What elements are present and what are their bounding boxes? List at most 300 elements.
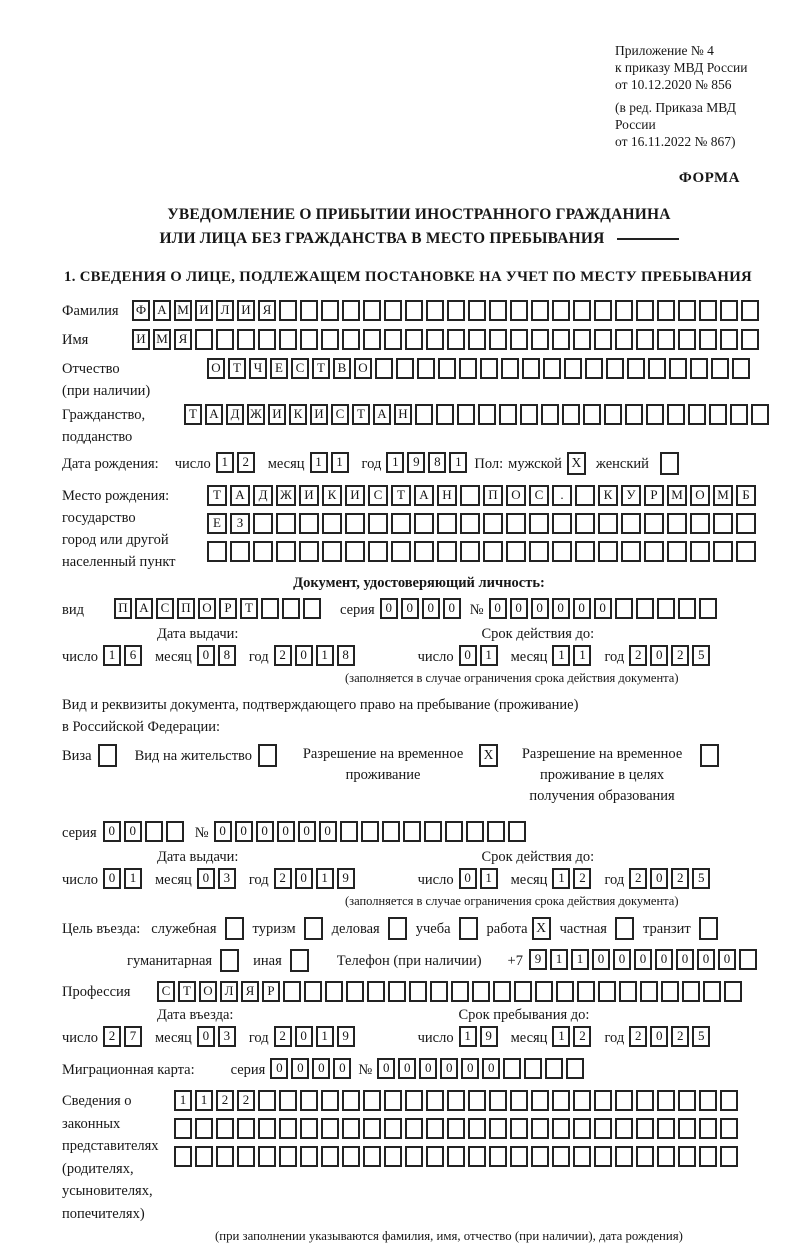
char-box[interactable] xyxy=(405,329,423,350)
char-box[interactable] xyxy=(720,1146,738,1167)
birth-place-row3-input[interactable] xyxy=(207,541,759,562)
char-box[interactable] xyxy=(636,1090,654,1111)
char-box[interactable] xyxy=(625,404,643,425)
char-box[interactable]: Я xyxy=(241,981,259,1002)
char-box[interactable] xyxy=(487,821,505,842)
char-box[interactable] xyxy=(657,1090,675,1111)
char-box[interactable] xyxy=(417,358,435,379)
char-box[interactable] xyxy=(690,358,708,379)
char-box[interactable] xyxy=(447,1090,465,1111)
stay-year-input[interactable] xyxy=(629,1026,713,1047)
char-box[interactable] xyxy=(598,981,616,1002)
residence-valid-day-input[interactable] xyxy=(459,868,501,889)
char-box[interactable] xyxy=(300,1090,318,1111)
char-box[interactable]: Л xyxy=(216,300,234,321)
char-box[interactable] xyxy=(636,1118,654,1139)
char-box[interactable]: 2 xyxy=(573,868,591,889)
char-box[interactable] xyxy=(736,541,756,562)
char-box[interactable]: 2 xyxy=(671,645,689,666)
char-box[interactable] xyxy=(636,598,654,619)
char-box[interactable]: А xyxy=(153,300,171,321)
char-box[interactable] xyxy=(682,981,700,1002)
char-box[interactable] xyxy=(499,404,517,425)
char-box[interactable] xyxy=(468,1090,486,1111)
char-box[interactable] xyxy=(388,981,406,1002)
char-box[interactable]: 0 xyxy=(277,821,295,842)
char-box[interactable]: 0 xyxy=(333,1058,351,1079)
char-box[interactable]: 0 xyxy=(124,821,142,842)
char-box[interactable] xyxy=(391,541,411,562)
char-box[interactable] xyxy=(279,329,297,350)
char-box[interactable]: 0 xyxy=(291,1058,309,1079)
char-box[interactable] xyxy=(577,981,595,1002)
char-box[interactable] xyxy=(594,1146,612,1167)
char-box[interactable] xyxy=(531,300,549,321)
char-box[interactable]: 2 xyxy=(274,1026,292,1047)
char-box[interactable] xyxy=(321,300,339,321)
char-box[interactable]: И xyxy=(195,300,213,321)
char-box[interactable]: 2 xyxy=(274,868,292,889)
char-box[interactable]: 0 xyxy=(398,1058,416,1079)
char-box[interactable]: И xyxy=(345,485,365,506)
char-box[interactable] xyxy=(690,541,710,562)
entry-year-input[interactable] xyxy=(274,1026,358,1047)
char-box[interactable] xyxy=(615,329,633,350)
char-box[interactable]: Т xyxy=(184,404,202,425)
purpose-private-checkbox[interactable] xyxy=(615,917,634,940)
char-box[interactable] xyxy=(345,541,365,562)
char-box[interactable]: 8 xyxy=(218,645,236,666)
char-box[interactable]: 6 xyxy=(124,645,142,666)
char-box[interactable]: Я xyxy=(258,300,276,321)
char-box[interactable]: 0 xyxy=(103,821,121,842)
char-box[interactable] xyxy=(531,1146,549,1167)
stay-month-input[interactable] xyxy=(552,1026,594,1047)
char-box[interactable] xyxy=(575,541,595,562)
char-box[interactable]: И xyxy=(132,329,150,350)
char-box[interactable] xyxy=(276,513,296,534)
char-box[interactable] xyxy=(573,1118,591,1139)
char-box[interactable] xyxy=(300,300,318,321)
temp-residence-permit-checkbox[interactable]: X xyxy=(479,744,498,767)
char-box[interactable]: 1 xyxy=(331,452,349,473)
char-box[interactable] xyxy=(468,1118,486,1139)
char-box[interactable] xyxy=(322,513,342,534)
char-box[interactable] xyxy=(552,513,572,534)
char-box[interactable]: 0 xyxy=(697,949,715,970)
char-box[interactable]: 0 xyxy=(531,598,549,619)
char-box[interactable] xyxy=(299,541,319,562)
char-box[interactable] xyxy=(468,1146,486,1167)
char-box[interactable] xyxy=(258,329,276,350)
representatives-row1-input[interactable] xyxy=(174,1090,741,1111)
char-box[interactable] xyxy=(657,329,675,350)
char-box[interactable] xyxy=(657,1146,675,1167)
char-box[interactable] xyxy=(501,358,519,379)
char-box[interactable] xyxy=(483,541,503,562)
char-box[interactable] xyxy=(460,541,480,562)
char-box[interactable] xyxy=(594,300,612,321)
char-box[interactable] xyxy=(258,1090,276,1111)
char-box[interactable] xyxy=(414,541,434,562)
char-box[interactable]: Ч xyxy=(249,358,267,379)
char-box[interactable]: 1 xyxy=(449,452,467,473)
visa-checkbox[interactable] xyxy=(98,744,117,767)
char-box[interactable] xyxy=(279,300,297,321)
char-box[interactable] xyxy=(644,541,664,562)
migration-series-input[interactable] xyxy=(270,1058,354,1079)
char-box[interactable] xyxy=(594,1118,612,1139)
char-box[interactable] xyxy=(529,513,549,534)
char-box[interactable]: М xyxy=(174,300,192,321)
char-box[interactable]: Я xyxy=(174,329,192,350)
char-box[interactable] xyxy=(363,1090,381,1111)
valid-month-input[interactable] xyxy=(552,645,594,666)
char-box[interactable] xyxy=(615,1090,633,1111)
char-box[interactable] xyxy=(276,541,296,562)
birth-day-input[interactable] xyxy=(216,452,258,473)
char-box[interactable] xyxy=(657,1118,675,1139)
char-box[interactable] xyxy=(667,513,687,534)
char-box[interactable] xyxy=(426,329,444,350)
char-box[interactable] xyxy=(552,329,570,350)
char-box[interactable]: 1 xyxy=(552,868,570,889)
char-box[interactable] xyxy=(711,358,729,379)
issue-day-input[interactable] xyxy=(103,645,145,666)
char-box[interactable]: Б xyxy=(736,485,756,506)
char-box[interactable] xyxy=(506,513,526,534)
char-box[interactable]: 3 xyxy=(218,1026,236,1047)
char-box[interactable]: Т xyxy=(228,358,246,379)
char-box[interactable] xyxy=(678,1118,696,1139)
char-box[interactable]: 2 xyxy=(671,1026,689,1047)
char-box[interactable]: Т xyxy=(312,358,330,379)
char-box[interactable] xyxy=(405,300,423,321)
char-box[interactable]: 1 xyxy=(310,452,328,473)
char-box[interactable] xyxy=(552,1146,570,1167)
char-box[interactable] xyxy=(415,404,433,425)
phone-input[interactable] xyxy=(529,949,760,970)
char-box[interactable] xyxy=(720,329,738,350)
birth-place-row2-input[interactable] xyxy=(207,513,759,534)
char-box[interactable] xyxy=(300,329,318,350)
char-box[interactable]: 0 xyxy=(655,949,673,970)
char-box[interactable] xyxy=(552,1118,570,1139)
char-box[interactable] xyxy=(438,358,456,379)
char-box[interactable] xyxy=(545,1058,563,1079)
char-box[interactable] xyxy=(657,598,675,619)
char-box[interactable] xyxy=(606,358,624,379)
entry-day-input[interactable] xyxy=(103,1026,145,1047)
char-box[interactable]: 0 xyxy=(295,868,313,889)
char-box[interactable]: 0 xyxy=(401,598,419,619)
char-box[interactable]: 1 xyxy=(552,1026,570,1047)
char-box[interactable] xyxy=(426,1090,444,1111)
char-box[interactable] xyxy=(720,1090,738,1111)
char-box[interactable] xyxy=(466,821,484,842)
char-box[interactable] xyxy=(564,358,582,379)
char-box[interactable] xyxy=(699,1090,717,1111)
char-box[interactable]: 0 xyxy=(650,645,668,666)
char-box[interactable] xyxy=(575,513,595,534)
residence-permit-checkbox[interactable] xyxy=(258,744,277,767)
char-box[interactable]: 0 xyxy=(573,598,591,619)
char-box[interactable] xyxy=(615,598,633,619)
char-box[interactable]: Р xyxy=(262,981,280,1002)
char-box[interactable] xyxy=(535,981,553,1002)
char-box[interactable] xyxy=(384,1118,402,1139)
char-box[interactable] xyxy=(524,1058,542,1079)
char-box[interactable]: 1 xyxy=(480,868,498,889)
char-box[interactable] xyxy=(436,404,454,425)
char-box[interactable]: 1 xyxy=(124,868,142,889)
char-box[interactable] xyxy=(216,1146,234,1167)
char-box[interactable] xyxy=(342,300,360,321)
char-box[interactable]: 2 xyxy=(237,1090,255,1111)
char-box[interactable]: Л xyxy=(220,981,238,1002)
char-box[interactable] xyxy=(447,1118,465,1139)
char-box[interactable]: С xyxy=(368,485,388,506)
birth-year-input[interactable] xyxy=(386,452,470,473)
char-box[interactable]: 0 xyxy=(380,598,398,619)
char-box[interactable] xyxy=(345,513,365,534)
char-box[interactable]: К xyxy=(598,485,618,506)
char-box[interactable] xyxy=(510,1146,528,1167)
char-box[interactable]: 2 xyxy=(629,868,647,889)
char-box[interactable]: 1 xyxy=(480,645,498,666)
stay-day-input[interactable] xyxy=(459,1026,501,1047)
issue-month-input[interactable] xyxy=(197,645,239,666)
char-box[interactable]: 0 xyxy=(295,1026,313,1047)
char-box[interactable] xyxy=(321,1090,339,1111)
char-box[interactable] xyxy=(594,1090,612,1111)
char-box[interactable] xyxy=(667,541,687,562)
char-box[interactable] xyxy=(489,329,507,350)
char-box[interactable] xyxy=(216,329,234,350)
char-box[interactable]: З xyxy=(230,513,250,534)
issue-year-input[interactable] xyxy=(274,645,358,666)
char-box[interactable] xyxy=(460,485,480,506)
char-box[interactable]: 0 xyxy=(298,821,316,842)
char-box[interactable] xyxy=(543,358,561,379)
entry-month-input[interactable] xyxy=(197,1026,239,1047)
char-box[interactable] xyxy=(646,404,664,425)
char-box[interactable]: К xyxy=(322,485,342,506)
char-box[interactable]: Р xyxy=(219,598,237,619)
char-box[interactable]: А xyxy=(230,485,250,506)
char-box[interactable]: 0 xyxy=(510,598,528,619)
patronymic-input[interactable] xyxy=(207,358,753,379)
char-box[interactable]: 9 xyxy=(480,1026,498,1047)
residence-issue-month-input[interactable] xyxy=(197,868,239,889)
char-box[interactable] xyxy=(216,1118,234,1139)
char-box[interactable] xyxy=(503,1058,521,1079)
char-box[interactable]: 0 xyxy=(319,821,337,842)
char-box[interactable]: 9 xyxy=(337,868,355,889)
doc-type-input[interactable] xyxy=(114,598,324,619)
char-box[interactable] xyxy=(300,1118,318,1139)
char-box[interactable] xyxy=(321,329,339,350)
char-box[interactable] xyxy=(751,404,769,425)
char-box[interactable] xyxy=(598,513,618,534)
char-box[interactable] xyxy=(699,300,717,321)
char-box[interactable]: О xyxy=(207,358,225,379)
char-box[interactable] xyxy=(730,404,748,425)
char-box[interactable] xyxy=(261,598,279,619)
char-box[interactable]: 9 xyxy=(407,452,425,473)
char-box[interactable] xyxy=(384,300,402,321)
char-box[interactable]: 0 xyxy=(422,598,440,619)
char-box[interactable]: М xyxy=(153,329,171,350)
char-box[interactable]: А xyxy=(135,598,153,619)
char-box[interactable] xyxy=(552,300,570,321)
char-box[interactable] xyxy=(346,981,364,1002)
char-box[interactable] xyxy=(166,821,184,842)
char-box[interactable] xyxy=(468,300,486,321)
temp-residence-education-checkbox[interactable] xyxy=(700,744,719,767)
char-box[interactable] xyxy=(403,821,421,842)
char-box[interactable]: А xyxy=(205,404,223,425)
char-box[interactable] xyxy=(688,404,706,425)
char-box[interactable] xyxy=(489,1090,507,1111)
char-box[interactable] xyxy=(510,1090,528,1111)
residence-issue-day-input[interactable] xyxy=(103,868,145,889)
char-box[interactable] xyxy=(342,329,360,350)
migration-number-input[interactable] xyxy=(377,1058,587,1079)
char-box[interactable]: Т xyxy=(240,598,258,619)
char-box[interactable] xyxy=(195,329,213,350)
char-box[interactable] xyxy=(562,404,580,425)
char-box[interactable]: Н xyxy=(394,404,412,425)
char-box[interactable] xyxy=(279,1146,297,1167)
char-box[interactable]: 1 xyxy=(550,949,568,970)
char-box[interactable] xyxy=(741,300,759,321)
char-box[interactable]: Н xyxy=(437,485,457,506)
purpose-official-checkbox[interactable] xyxy=(225,917,244,940)
char-box[interactable]: 2 xyxy=(629,645,647,666)
char-box[interactable] xyxy=(405,1118,423,1139)
char-box[interactable] xyxy=(657,300,675,321)
char-box[interactable]: 0 xyxy=(377,1058,395,1079)
char-box[interactable]: 0 xyxy=(552,598,570,619)
char-box[interactable] xyxy=(636,1146,654,1167)
char-box[interactable] xyxy=(739,949,757,970)
char-box[interactable] xyxy=(414,513,434,534)
char-box[interactable]: О xyxy=(354,358,372,379)
char-box[interactable] xyxy=(363,1118,381,1139)
char-box[interactable] xyxy=(409,981,427,1002)
char-box[interactable]: 1 xyxy=(386,452,404,473)
char-box[interactable]: 2 xyxy=(103,1026,121,1047)
char-box[interactable]: К xyxy=(289,404,307,425)
char-box[interactable]: 0 xyxy=(594,598,612,619)
char-box[interactable] xyxy=(678,329,696,350)
purpose-humanitarian-checkbox[interactable] xyxy=(220,949,239,972)
char-box[interactable] xyxy=(145,821,163,842)
char-box[interactable]: 0 xyxy=(270,1058,288,1079)
char-box[interactable]: 0 xyxy=(312,1058,330,1079)
char-box[interactable]: 2 xyxy=(216,1090,234,1111)
char-box[interactable] xyxy=(636,300,654,321)
char-box[interactable] xyxy=(510,1118,528,1139)
char-box[interactable]: П xyxy=(483,485,503,506)
char-box[interactable]: 0 xyxy=(440,1058,458,1079)
char-box[interactable]: 0 xyxy=(459,868,477,889)
char-box[interactable] xyxy=(445,821,463,842)
char-box[interactable] xyxy=(426,1118,444,1139)
char-box[interactable] xyxy=(531,1118,549,1139)
char-box[interactable] xyxy=(426,1146,444,1167)
char-box[interactable] xyxy=(489,1146,507,1167)
char-box[interactable] xyxy=(230,541,250,562)
char-box[interactable]: 8 xyxy=(428,452,446,473)
char-box[interactable]: Е xyxy=(270,358,288,379)
char-box[interactable] xyxy=(510,329,528,350)
char-box[interactable] xyxy=(447,300,465,321)
char-box[interactable]: 1 xyxy=(316,868,334,889)
char-box[interactable] xyxy=(573,300,591,321)
char-box[interactable] xyxy=(604,404,622,425)
char-box[interactable]: 8 xyxy=(337,645,355,666)
char-box[interactable]: 9 xyxy=(529,949,547,970)
char-box[interactable] xyxy=(237,1118,255,1139)
char-box[interactable]: И xyxy=(268,404,286,425)
char-box[interactable] xyxy=(573,329,591,350)
char-box[interactable]: И xyxy=(299,485,319,506)
char-box[interactable] xyxy=(621,541,641,562)
char-box[interactable] xyxy=(699,329,717,350)
char-box[interactable] xyxy=(396,358,414,379)
char-box[interactable] xyxy=(207,541,227,562)
char-box[interactable]: О xyxy=(199,981,217,1002)
char-box[interactable] xyxy=(340,821,358,842)
char-box[interactable] xyxy=(361,821,379,842)
char-box[interactable]: 1 xyxy=(459,1026,477,1047)
char-box[interactable]: С xyxy=(331,404,349,425)
char-box[interactable]: 1 xyxy=(316,645,334,666)
char-box[interactable]: 5 xyxy=(692,1026,710,1047)
given-name-input[interactable] xyxy=(132,329,762,350)
purpose-study-checkbox[interactable] xyxy=(459,917,478,940)
char-box[interactable]: С xyxy=(156,598,174,619)
char-box[interactable]: М xyxy=(667,485,687,506)
char-box[interactable] xyxy=(508,821,526,842)
char-box[interactable] xyxy=(699,1118,717,1139)
char-box[interactable] xyxy=(621,513,641,534)
char-box[interactable]: . xyxy=(552,485,572,506)
char-box[interactable] xyxy=(363,300,381,321)
char-box[interactable] xyxy=(258,1118,276,1139)
char-box[interactable]: 0 xyxy=(676,949,694,970)
char-box[interactable]: 0 xyxy=(419,1058,437,1079)
char-box[interactable] xyxy=(510,300,528,321)
representatives-row3-input[interactable] xyxy=(174,1146,741,1167)
char-box[interactable] xyxy=(478,404,496,425)
char-box[interactable] xyxy=(304,981,322,1002)
char-box[interactable] xyxy=(724,981,742,1002)
profession-input[interactable] xyxy=(157,981,745,1002)
char-box[interactable]: Т xyxy=(207,485,227,506)
char-box[interactable] xyxy=(640,981,658,1002)
birth-month-input[interactable] xyxy=(310,452,352,473)
char-box[interactable]: 2 xyxy=(274,645,292,666)
char-box[interactable] xyxy=(552,541,572,562)
residence-number-input[interactable] xyxy=(214,821,529,842)
char-box[interactable]: Р xyxy=(644,485,664,506)
char-box[interactable]: 0 xyxy=(461,1058,479,1079)
char-box[interactable] xyxy=(514,981,532,1002)
char-box[interactable]: 0 xyxy=(634,949,652,970)
